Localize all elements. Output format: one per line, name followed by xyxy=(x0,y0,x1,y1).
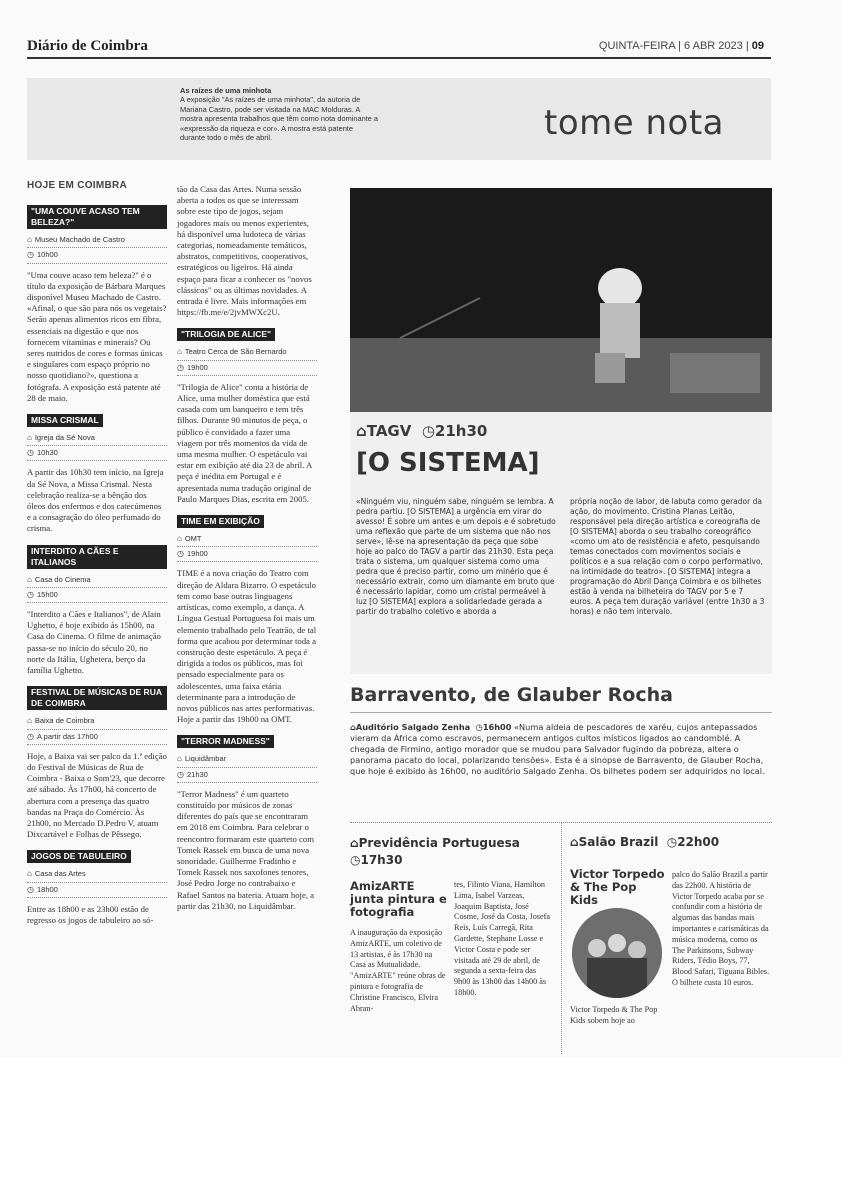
event-title-time: TIME EM EXIBIÇÃO xyxy=(177,515,264,528)
event-text: TIME é a nova criação do Teatro com direção de Aldara Bizarro. O espetáculo tem como base outras linguagens artísticas, como exemplo, a dança. A Língua Gestual Portuguesa foi mais um elemento trabalhado pelo Teatrão, de tal forma que acabou por determinar toda a construção deste espetáculo. A peça é dirigida a todos os públicos, mas foi pensado especialmente para os adolescentes, uma faixa etária determinante para a introdução de novos públicos nas artes performativas. Hoje a partir das 19h00 na OMT. xyxy=(177,568,317,725)
previdencia-text-b: tes, Filinto Viana, Hamilton Lima, Isabel Varzeas, Joaquim Baptista, José Cosme, José da Costa, Josefa Reis, Luís Carregã, Rita Gardette, Stephane Losse e Victor Costa e pode ser visitada até 29 de abril, de segunda a sexta-feira das 9h00 às 13h00 das 14h00 às 18h00. xyxy=(454,880,550,997)
event-text: "Interdito a Cães e Italianos", de Alain Ughetto, é hoje exibido às 15h00, na Casa do Cinema. O filme de animação passa-se no início do século 20, no norte da Itália, Ughetera, berço da família Ughetto. xyxy=(27,609,161,676)
event-time: 19h00 xyxy=(186,549,208,559)
event-text: Hoje, a Baixa vai ser palco da 1.ª edição do Festival de Músicas de Rua de Coimbra - Baixa o Som'23, que decorre até sábado. Às 17h00, há concerto de abertura com a presença das quatro bandas na Praça do Comércio. Às 21h00, no Mercado D.Pedro V, atuam Dixcartável e Folhas de Pêssego. xyxy=(27,750,167,840)
barravento-text: «Numa aldeia de pescadores de xaréu, cujos antepassados vieram da África como escravos, permanecem antigos cultos místicos ligados ao candomblé. A chegada de Firmino, antigo morador que se mudou para Salvador fugindo da pobreza, altera o panorama pacato do local, polarizando tensões». Esta é a sinopse de Barravento, de Glauber Rocha, que hoje é exibido às 16h00, no auditório Salgado Zenha. Os bilhetes podem ser adquiridos no local. xyxy=(350,722,765,776)
tome-nota-title: tome nota xyxy=(544,103,724,143)
salao-text-b: palco do Salão Brazil a partir das 22h00. A história de Victor Torpedo acaba por se confundir com a história de algumas das bandas mais importantes e carismáticas da música moderna, como os The Parkinsons, Subway Riders, Tédio Boys, 77, Blood Safari, Tiguana Bibles. O bilhete custa 10 euros. xyxy=(672,870,770,987)
event-text: "Trilogia de Alice" conta a história de Alice, uma mulher doméstica que está casada com um banqueiro e tem três filhos. Durante 90 minutos de peça, o público é convidado a fazer uma viagem por três momentos da vida de uma mesma mulher. O espetáculo vai estar em exibição até dia 23 de abril. A peça é inédita em Portugal e é apresentada numa tradução original de Paulo Marques Dias, escrita em 2005. xyxy=(177,381,312,504)
event-title-jogos: JOGOS DE TABULEIRO xyxy=(27,850,131,863)
event-meta xyxy=(27,714,167,744)
previdencia-heading xyxy=(350,835,520,869)
barravento-title: Barravento, de Glauber Rocha xyxy=(350,684,673,706)
clock-icon: ◷ xyxy=(416,422,435,440)
clock-icon: ◷ xyxy=(27,884,34,894)
feature-title: [O SISTEMA] xyxy=(356,448,540,478)
divider xyxy=(561,822,562,1054)
house-icon: ⌂ xyxy=(27,869,32,879)
event-place: Casa do Cinema xyxy=(34,574,91,584)
event-place: OMT xyxy=(184,534,202,544)
header-rule xyxy=(27,57,771,59)
feature-time: 21h30 xyxy=(434,422,488,440)
event-place: Liquidâmbar xyxy=(184,754,227,764)
clock-icon: ◷ xyxy=(472,722,483,732)
event-time: 15h00 xyxy=(36,589,58,599)
event-meta xyxy=(27,233,167,263)
event-text: "Terror Madness" é um quarteto constituído por músicos de zonas diferentes do país que se encontraram em 2018 em Coimbra. Para celebrar o reencontro formaram este quarteto com Tomek Rassek em busca de uma nova sonoridade. Guilherme Fradinho e Tomek Rassek nos saxofones tenores, José Pedro Jorge no contrabaixo e Rafael Santos na bateria. Atuam hoje, a partir das 21h30, no Liquidâmbar. xyxy=(177,788,315,911)
event-place: Teatro Cerca de São Bernardo xyxy=(184,347,287,357)
event-time: A partir das 17h00 xyxy=(36,731,98,741)
clock-icon: ◷ xyxy=(27,731,34,741)
event-title-caes: INTERDITO A CÃES E ITALIANOS xyxy=(27,545,167,569)
band-photo xyxy=(572,908,662,998)
salao-text-a: Victor Torpedo & The Pop Kids sobem hoje ao xyxy=(570,1005,658,1025)
salao-title: Victor Torpedo & The Pop Kids xyxy=(570,867,665,907)
page-number: 09 xyxy=(751,40,764,52)
raizes-title: As raízes de uma minhota xyxy=(180,86,272,95)
event-title-couve: "UMA COUVE ACASO TEM BELEZA?" xyxy=(27,205,167,229)
previdencia-text-a: A inauguração da exposição AmizARTE, um coletivo de 13 artistas, é às 17h30 na Casa as Mutualidade. "AmizARTE" reúne obras de pintura e fotografia de Christine Francisco, Elvira Abran- xyxy=(350,928,446,1013)
previdencia-time: 17h30 xyxy=(360,853,403,867)
feature-venue-time xyxy=(356,422,487,440)
raizes-brief xyxy=(180,86,380,142)
section-heading: HOJE EM COIMBRA xyxy=(27,180,128,191)
barravento-venue: Auditório Salgado Zenha xyxy=(355,722,471,732)
event-meta xyxy=(177,752,317,782)
event-time: 10h30 xyxy=(36,448,58,458)
column-1 xyxy=(27,180,167,930)
previdencia-venue: Previdência Portuguesa xyxy=(358,836,520,850)
barravento-time: 16h00 xyxy=(482,722,512,732)
event-place: Igreja da Sé Nova xyxy=(34,433,95,443)
dateline xyxy=(599,40,764,52)
event-text: "Uma couve acaso tem beleza?" é o título da exposição de Bárbara Marques disponível Museu Machado de Castro. «Afinal, o que são para nós os vegetais? Serão apenas alimentos ricos em fibra, essenciais na digestão e que nos fornecem vitaminas e minerais? Ou seres nutridos de cores e formas únicas e singulares com espaço próprio no nosso quotidiano?», questiona a fotógrafa. A exposição está patente até 28 de maio. xyxy=(27,269,167,403)
clock-icon: ◷ xyxy=(177,549,184,559)
event-time: 10h00 xyxy=(36,250,58,260)
house-icon: ⌂ xyxy=(27,235,32,245)
house-icon: ⌂ xyxy=(27,716,32,726)
house-icon: ⌂ xyxy=(350,722,356,732)
feature-text-right: própria noção de labor, de labuta como gerador da ação, do movimento. Cristina Planas Leitão, responsável pela direção artística e coreografia de [O SISTEMA] aborda o seu trabalho coreográfico «como um ato de resistência e afeto, pesquisando temas conectados com movimentos sociais e políticos e a sua relação com o corpo performativo, na intimidade do teatro». [O SISTEMA] integra a programação do Abril Dança Coimbra e os bilhetes estão à venda na bilheteira do TAGV por 5 e 7 euros. A peça tem duração variável (entre 1h30 a 3 horas) e não tem intervalo. xyxy=(570,497,765,616)
event-text: Entre as 18h00 e as 23h00 estão de regresso os jogos de tabuleiro ao só- xyxy=(27,903,154,925)
event-meta xyxy=(27,573,167,603)
clock-icon: ◷ xyxy=(27,448,34,458)
barravento-body xyxy=(350,722,772,777)
event-meta xyxy=(177,532,317,562)
event-title-missa: MISSA CRISMAL xyxy=(27,414,103,427)
event-text: tão da Casa das Artes. Numa sessão aberta a todos os que se interessam sobre este tipo de jogos, sejam jogadores mais ou menos experientes, há disponível uma ludoteca de várias categorias, nomeadamente temáticos, abstratos, competitivos, cooperativos, estratégicos ou ligeiros. Há ainda espaço para ficar a conhecer os "novos clássicos" ou as últimas novidades. A entrada é livre. Mais informações em https://fb.me/e/2jvMWXc2U. xyxy=(177,184,312,318)
column-2 xyxy=(177,184,317,916)
event-title-festival: FESTIVAL DE MÚSICAS DE RUA DE COIMBRA xyxy=(27,686,167,710)
stage-performance-image xyxy=(350,188,772,412)
band-image xyxy=(572,908,662,998)
event-place: Baixa de Coimbra xyxy=(34,716,95,726)
house-icon: ⌂ xyxy=(177,534,182,544)
event-meta xyxy=(27,431,167,461)
clock-icon: ◷ xyxy=(662,835,678,849)
date: QUINTA-FEIRA | 6 ABR 2023 | xyxy=(598,40,749,52)
event-place: Casa das Artes xyxy=(34,869,86,879)
previdencia-title: AmizARTE junta pintura e fotografia xyxy=(350,879,447,919)
house-icon: ⌂ xyxy=(350,836,359,850)
house-icon: ⌂ xyxy=(570,835,579,849)
house-icon: ⌂ xyxy=(27,433,32,443)
house-icon: ⌂ xyxy=(27,574,32,584)
masthead: Diário de Coimbra xyxy=(27,38,148,54)
salao-heading xyxy=(570,835,719,849)
event-title-alice: "TRILOGIA DE ALICE" xyxy=(177,328,275,341)
salao-time: 22h00 xyxy=(677,835,720,849)
feature-text-left: «Ninguém viu, ninguém sabe, ninguém se lembra. A pedra partiu. [O SISTEMA] a urgência em virar do avesso! É sobre um antes e um depois e é sobretudo uma reflexão que parte de um sistema que não nos serve», lê-se na apresentação da peça que sobe hoje ao palco do TAGV a partir das 21h30. Esta peça trata o sistema, um qualquer sistema como uma pedra que é preciso partir, como um minério que é necessário extrair, como um diamante em bruto que é necessário lapidar, como um cristal permeável à luz [O SISTEMA] explora a solidariedade gerada a partir do trabalho coletivo e aborda a xyxy=(356,497,556,616)
house-icon: ⌂ xyxy=(356,422,367,440)
event-title-terror: "TERROR MADNESS" xyxy=(177,735,274,748)
salao-venue: Salão Brazil xyxy=(578,835,659,849)
divider xyxy=(350,712,772,713)
house-icon: ⌂ xyxy=(177,754,182,764)
clock-icon: ◷ xyxy=(177,769,184,779)
event-text: A partir das 10h30 tem início, na Igreja da Sé Nova, a Missa Crismal. Nesta celebração realiza-se a bênção dos óleos dos enfermos e dos catecúmenos e a consagração do óleo perfumado do crisma. xyxy=(27,467,164,534)
raizes-text: A exposição "As raízes de uma minhota", da autoria de Mariana Castro, pode ser visitada na MAC Molduras. A mostra apresenta trabalhos que têm como nota dominante a «expressão da riqueza e cor». A mostra está patente durante todo o mês de abril. xyxy=(180,95,379,143)
event-meta xyxy=(177,345,317,375)
clock-icon: ◷ xyxy=(27,250,34,260)
event-place: Museu Machado de Castro xyxy=(34,235,125,245)
event-meta xyxy=(27,867,167,897)
event-time: 18h00 xyxy=(36,884,58,894)
event-time: 21h30 xyxy=(186,769,208,779)
clock-icon: ◷ xyxy=(350,853,361,867)
clock-icon: ◷ xyxy=(177,362,184,372)
clock-icon: ◷ xyxy=(27,589,34,599)
feature-photo xyxy=(350,188,772,412)
scan-margin xyxy=(0,1058,842,1191)
house-icon: ⌂ xyxy=(177,347,182,357)
feature-venue: TAGV xyxy=(366,422,412,440)
event-time: 19h00 xyxy=(186,362,208,372)
